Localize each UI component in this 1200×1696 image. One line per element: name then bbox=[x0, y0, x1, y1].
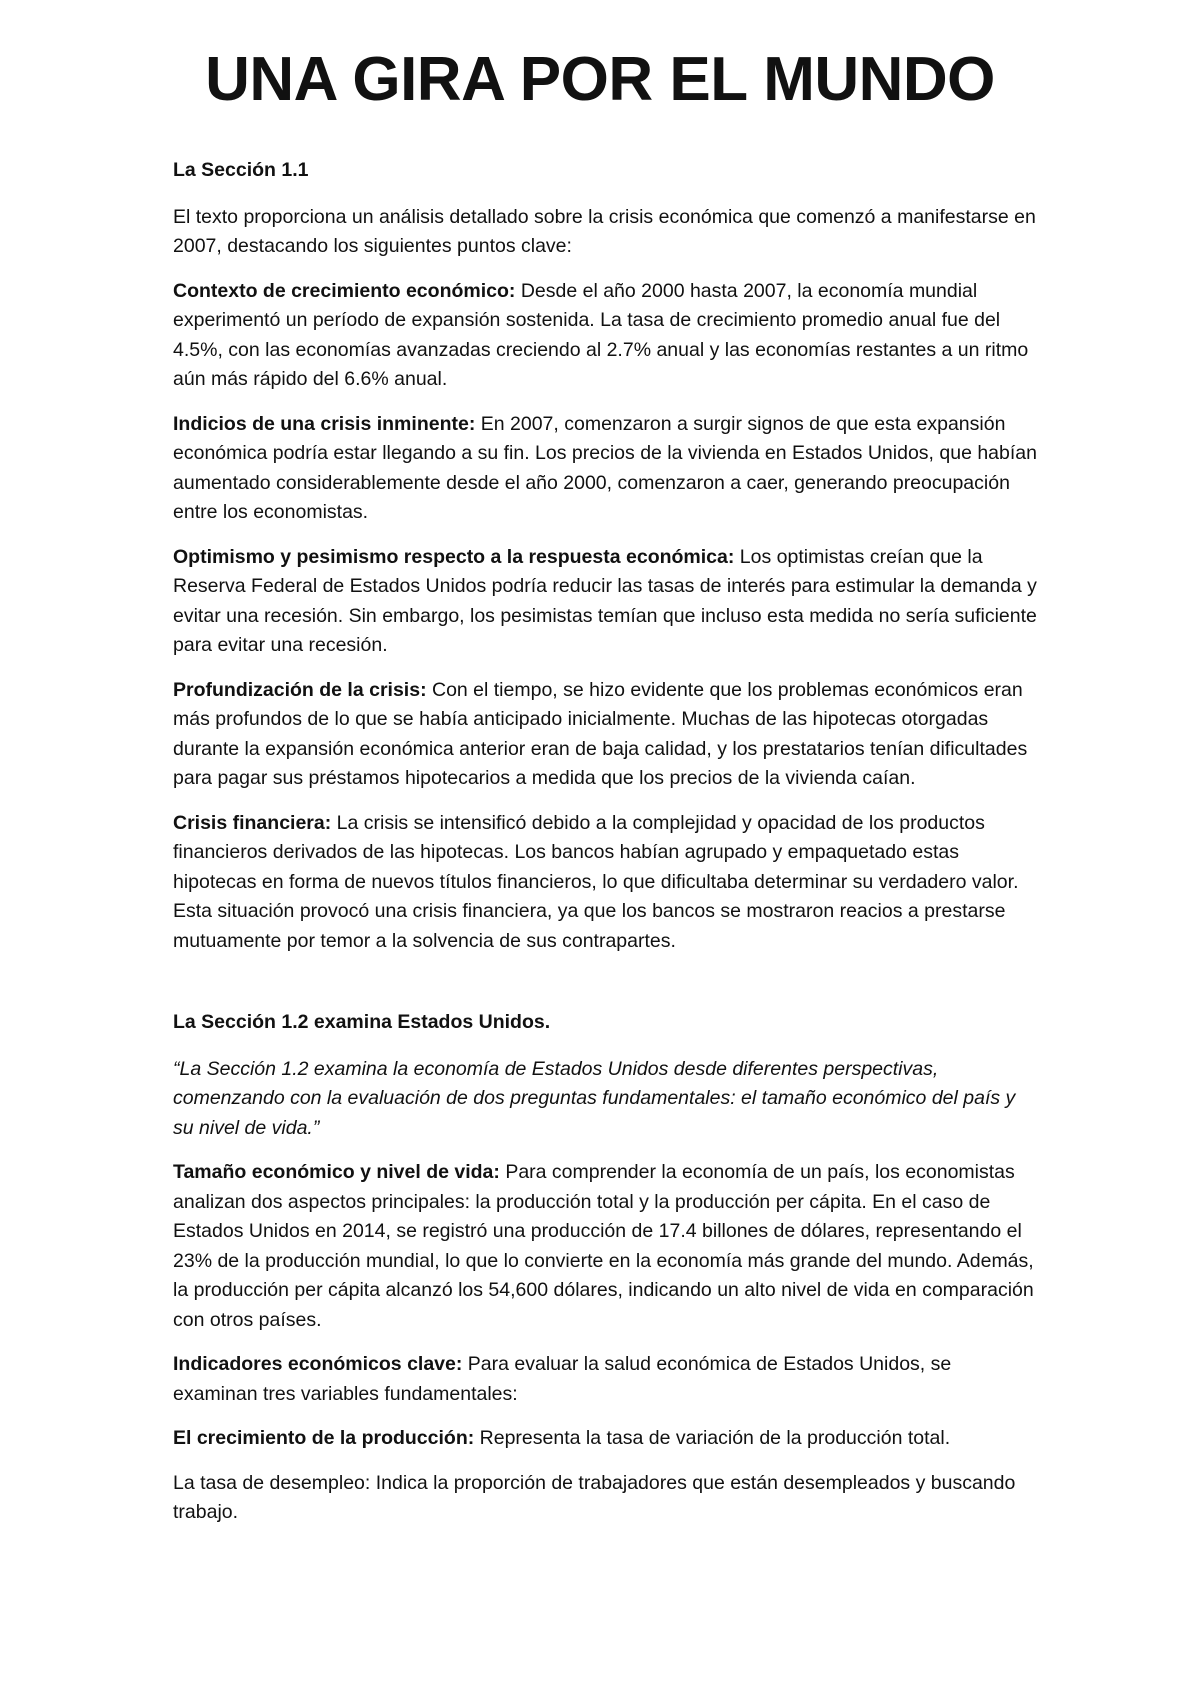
paragraph-financial-crisis bbox=[173, 809, 1040, 957]
paragraph-label: Contexto de crecimiento económico: bbox=[173, 279, 516, 302]
paragraph-economic-size bbox=[173, 1158, 1040, 1335]
paragraph-label: Indicadores económicos clave: bbox=[173, 1353, 463, 1375]
paragraph-label: El crecimiento de la producción: bbox=[173, 1427, 475, 1449]
section-quote: “La Sección 1.2 examina la economía de Estados Unidos desde diferentes perspectivas, comenzando con la evaluación de dos preguntas fundamentales: el tamaño económico del país y su nivel de vida.” bbox=[173, 1057, 1016, 1139]
paragraph-text: En 2007, comenzaron a surgir signos de que esta expansión económica podría estar llegando a su fin. Los precios de la vivienda en Estados Unidos, que habían aumentado considerablemente desde el año 2000, comenzaron a caer, generando preocupación entre los economistas. bbox=[173, 412, 1037, 523]
section-intro: El texto proporciona un análisis detallado sobre la crisis económica que comenzó a manifestarse en 2007, destacando los siguientes puntos clave: bbox=[173, 205, 1036, 257]
paragraph-text: Representa la tasa de variación de la producción total. bbox=[474, 1427, 951, 1449]
paragraph-crisis-deepening bbox=[173, 676, 1040, 794]
page-title: UNA GIRA POR EL MUNDO bbox=[205, 45, 995, 114]
paragraph-label: Indicios de una crisis inminente: bbox=[173, 412, 476, 435]
section-heading-1-1: La Sección 1.1 bbox=[173, 159, 309, 181]
paragraph-crisis-signs bbox=[173, 410, 1040, 528]
paragraph-text: Los optimistas creían que la Reserva Federal de Estados Unidos podría reducir las tasas de interés para estimular la demanda y evitar una recesión. Sin embargo, los pesimistas temían que incluso esta medida no sería suficiente para evitar una recesión. bbox=[173, 545, 1037, 656]
paragraph-unemployment-rate: La tasa de desempleo: Indica la proporción de trabajadores que están desempleados y buscando trabajo. bbox=[173, 1471, 1016, 1523]
paragraph-growth-context bbox=[173, 277, 1040, 395]
document-body bbox=[173, 156, 1040, 1528]
paragraph-label: Crisis financiera: bbox=[173, 811, 332, 834]
paragraph-text: Desde el año 2000 hasta 2007, la economía mundial experimentó un período de expansión sostenida. La tasa de crecimiento promedio anual fue del 4.5%, con las economías avanzadas creciendo al 2.7% anual y las economías restantes a un ritmo aún más rápido del 6.6% anual. bbox=[173, 279, 1029, 390]
paragraph-text: Para comprender la economía de un país, los economistas analizan dos aspectos principales: la producción total y la producción per cápita. En el caso de Estados Unidos en 2014, se registró una producción de 17.4 billones de dólares, representando el 23% de la producción mundial, lo que lo convierte en la economía más grande del mundo. Además, la producción per cápita alcanzó los 54,600 dólares, indicando un alto nivel de vida en comparación con otros países. bbox=[173, 1161, 1034, 1331]
paragraph-production-growth bbox=[173, 1424, 1040, 1454]
paragraph-optimism-pessimism bbox=[173, 543, 1040, 661]
paragraph-text: Con el tiempo, se hizo evidente que los problemas económicos eran más profundos de lo que se había anticipado inicialmente. Muchas de las hipotecas otorgadas durante la expansión económica anterior eran de baja calidad, y los prestatarios tenían dificultades para pagar sus préstamos hipotecarios a medida que los precios de la vivienda caían. bbox=[173, 678, 1028, 789]
paragraph-text: Para evaluar la salud económica de Estados Unidos, se examinan tres variables fundamentales: bbox=[173, 1353, 952, 1405]
paragraph-label: Optimismo y pesimismo respecto a la respuesta económica: bbox=[173, 545, 735, 568]
paragraph-label: Tamaño económico y nivel de vida: bbox=[173, 1161, 500, 1183]
paragraph-key-indicators bbox=[173, 1350, 1040, 1409]
paragraph-text: La crisis se intensificó debido a la complejidad y opacidad de los productos financieros derivados de las hipotecas. Los bancos habían agrupado y empaquetado estas hipotecas en forma de nuevos títulos financieros, lo que dificultaba determinar su verdadero valor. Esta situación provocó una crisis financiera, ya que los bancos se mostraron reacios a prestarse mutuamente por temor a la solvencia de sus contrapartes. bbox=[173, 811, 1019, 952]
paragraph-label: Profundización de la crisis: bbox=[173, 678, 427, 701]
section-heading-1-2: La Sección 1.2 examina Estados Unidos. bbox=[173, 1011, 551, 1033]
